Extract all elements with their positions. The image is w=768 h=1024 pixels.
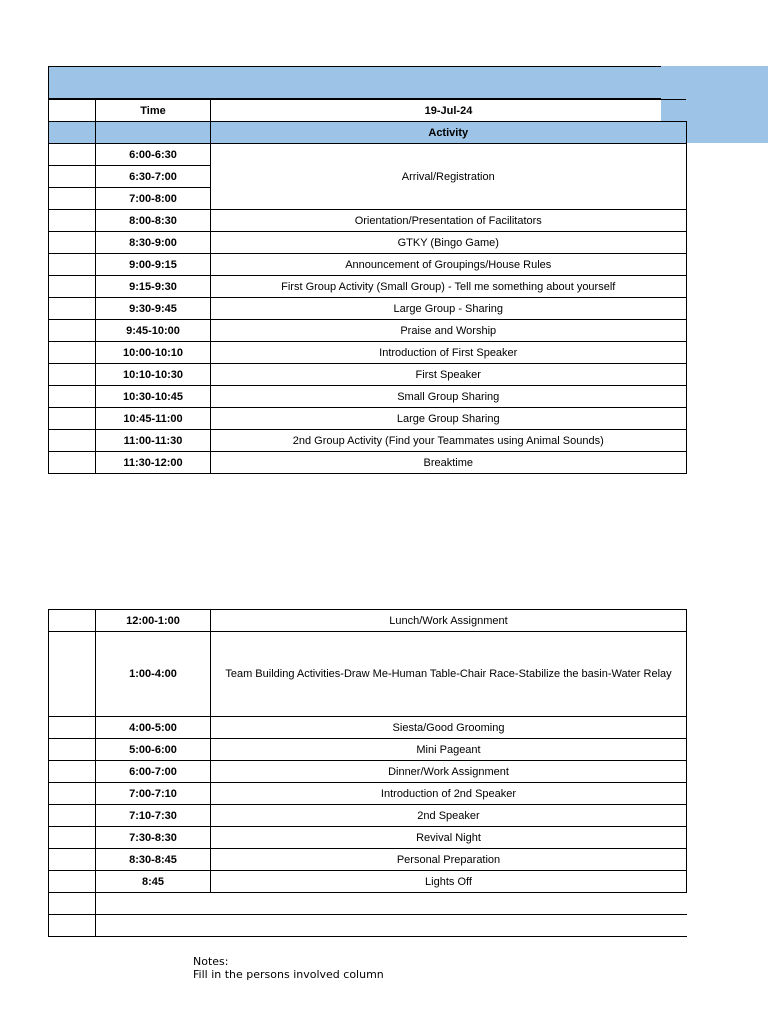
table-row xyxy=(49,364,687,386)
time-cell: 4:00-5:00 xyxy=(96,717,211,739)
row-number-cell xyxy=(49,188,96,210)
activity-cell: Team Building Activities-Draw Me-Human Table-Chair Race-Stabilize the basin-Water Relay xyxy=(211,632,687,717)
row-number-cell xyxy=(49,871,96,893)
blank-cell xyxy=(96,893,687,915)
row-number-cell xyxy=(49,320,96,342)
activity-cell: Siesta/Good Grooming xyxy=(211,717,687,739)
row-number-cell xyxy=(49,761,96,783)
time-cell: 9:00-9:15 xyxy=(96,254,211,276)
row-number-cell xyxy=(49,452,96,474)
activity-cell: GTKY (Bingo Game) xyxy=(211,232,687,254)
empty-row xyxy=(49,915,687,937)
table-row xyxy=(49,430,687,452)
activity-cell: Introduction of 2nd Speaker xyxy=(211,783,687,805)
row-number-cell xyxy=(49,717,96,739)
table-row xyxy=(49,232,687,254)
activity-cell: Lights Off xyxy=(211,871,687,893)
blank-cell xyxy=(96,122,211,144)
time-cell: 1:00-4:00 xyxy=(96,632,211,717)
blank-cell xyxy=(49,100,96,122)
table-row xyxy=(49,408,687,430)
row-number-cell xyxy=(49,408,96,430)
time-cell: 10:30-10:45 xyxy=(96,386,211,408)
time-cell: 10:45-11:00 xyxy=(96,408,211,430)
activity-cell: Large Group - Sharing xyxy=(211,298,687,320)
row-number-cell xyxy=(49,739,96,761)
activity-cell: Announcement of Groupings/House Rules xyxy=(211,254,687,276)
row-number-cell xyxy=(49,276,96,298)
table-row xyxy=(49,805,687,827)
activity-cell: Orientation/Presentation of Facilitators xyxy=(211,210,687,232)
time-header: Time xyxy=(96,100,211,122)
activity-cell: First Group Activity (Small Group) - Tell me something about yourself xyxy=(211,276,687,298)
row-number-cell xyxy=(49,298,96,320)
table-row xyxy=(49,298,687,320)
table-row xyxy=(49,144,687,166)
activity-cell: Arrival/Registration xyxy=(211,144,687,210)
date-header: 19-Jul-24 xyxy=(211,100,687,122)
row-number-cell xyxy=(49,144,96,166)
blank-cell xyxy=(49,893,96,915)
row-number-cell xyxy=(49,210,96,232)
table-row xyxy=(49,610,687,632)
activity-cell: Personal Preparation xyxy=(211,849,687,871)
row-number-cell xyxy=(49,386,96,408)
empty-row xyxy=(49,893,687,915)
notes-title: Notes: xyxy=(193,955,229,968)
time-cell: 6:00-7:00 xyxy=(96,761,211,783)
time-cell: 8:30-8:45 xyxy=(96,849,211,871)
time-cell: 6:00-6:30 xyxy=(96,144,211,166)
activity-cell: Mini Pageant xyxy=(211,739,687,761)
table-row xyxy=(49,827,687,849)
time-cell: 11:00-11:30 xyxy=(96,430,211,452)
notes xyxy=(193,955,384,981)
time-cell: 5:00-6:00 xyxy=(96,739,211,761)
activity-cell: First Speaker xyxy=(211,364,687,386)
time-cell: 9:45-10:00 xyxy=(96,320,211,342)
row-number-cell xyxy=(49,342,96,364)
time-cell: 10:00-10:10 xyxy=(96,342,211,364)
table-row xyxy=(49,871,687,893)
blank-cell xyxy=(96,915,687,937)
blank-cell xyxy=(49,915,96,937)
time-cell: 7:00-7:10 xyxy=(96,783,211,805)
table-row xyxy=(49,276,687,298)
activity-header: Activity xyxy=(211,122,687,144)
activity-cell: Lunch/Work Assignment xyxy=(211,610,687,632)
row-number-cell xyxy=(49,827,96,849)
time-cell: 8:00-8:30 xyxy=(96,210,211,232)
row-number-cell xyxy=(49,232,96,254)
table-row xyxy=(49,452,687,474)
table-row xyxy=(49,783,687,805)
time-cell: 6:30-7:00 xyxy=(96,166,211,188)
header-row xyxy=(49,100,687,122)
time-cell: 7:00-8:00 xyxy=(96,188,211,210)
activity-cell: Large Group Sharing xyxy=(211,408,687,430)
activity-cell: Praise and Worship xyxy=(211,320,687,342)
header-band-top xyxy=(48,66,661,99)
time-cell: 11:30-12:00 xyxy=(96,452,211,474)
activity-cell: 2nd Speaker xyxy=(211,805,687,827)
notes-text: Fill in the persons involved column xyxy=(193,968,384,981)
table-row xyxy=(49,739,687,761)
table-row xyxy=(49,320,687,342)
activity-cell: Revival Night xyxy=(211,827,687,849)
row-number-cell xyxy=(49,783,96,805)
time-cell: 9:30-9:45 xyxy=(96,298,211,320)
time-cell: 9:15-9:30 xyxy=(96,276,211,298)
time-cell: 10:10-10:30 xyxy=(96,364,211,386)
table-row xyxy=(49,210,687,232)
table-row xyxy=(49,761,687,783)
table-row xyxy=(49,254,687,276)
activity-header-row xyxy=(49,122,687,144)
time-cell: 8:30-9:00 xyxy=(96,232,211,254)
row-number-cell xyxy=(49,430,96,452)
time-cell: 12:00-1:00 xyxy=(96,610,211,632)
table-row xyxy=(49,849,687,871)
activity-cell: Breaktime xyxy=(211,452,687,474)
table-row xyxy=(49,342,687,364)
activity-cell: Introduction of First Speaker xyxy=(211,342,687,364)
row-number-cell xyxy=(49,610,96,632)
row-number-cell xyxy=(49,849,96,871)
time-cell: 8:45 xyxy=(96,871,211,893)
row-number-cell xyxy=(49,632,96,717)
schedule-table-morning xyxy=(48,99,687,474)
table-row xyxy=(49,632,687,717)
row-number-cell xyxy=(49,166,96,188)
blank-cell xyxy=(49,122,96,144)
table-row xyxy=(49,717,687,739)
time-cell: 7:30-8:30 xyxy=(96,827,211,849)
activity-cell: Small Group Sharing xyxy=(211,386,687,408)
row-number-cell xyxy=(49,805,96,827)
time-cell: 7:10-7:30 xyxy=(96,805,211,827)
table-row xyxy=(49,386,687,408)
row-number-cell xyxy=(49,254,96,276)
schedule-table-afternoon xyxy=(48,609,687,937)
activity-cell: Dinner/Work Assignment xyxy=(211,761,687,783)
row-number-cell xyxy=(49,364,96,386)
activity-cell: 2nd Group Activity (Find your Teammates using Animal Sounds) xyxy=(211,430,687,452)
